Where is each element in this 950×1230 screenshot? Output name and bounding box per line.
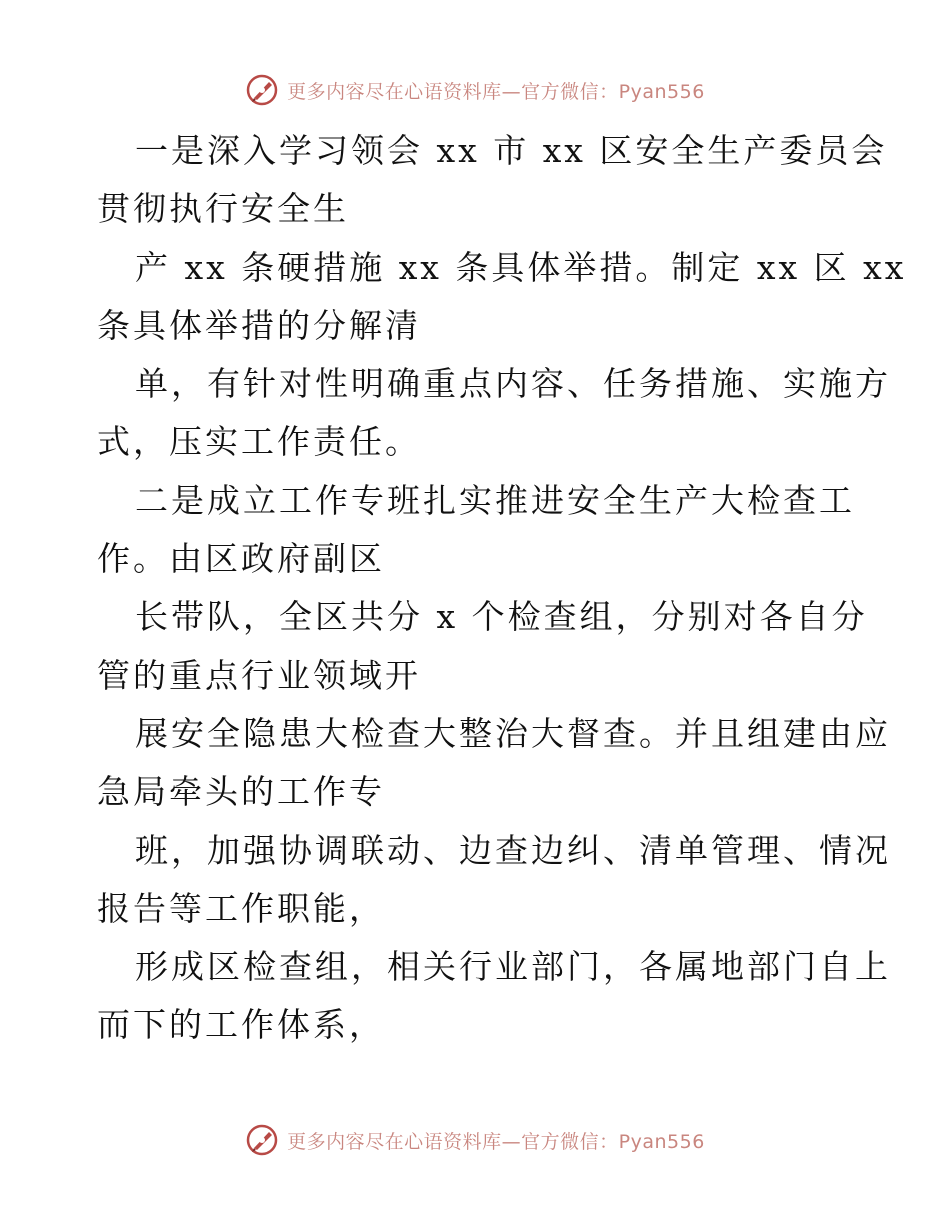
footer-banner <box>0 1120 950 1160</box>
quill-pen-logo-icon <box>245 73 279 107</box>
text-line: 形成区检查组，相关行业部门，各属地部门自上 <box>135 947 891 987</box>
text-line: 报告等工作职能， <box>97 888 385 928</box>
header-banner-text: 更多内容尽在心语资料库—官方微信：Pyan556 <box>287 80 705 103</box>
text-line: 管的重点行业领域开 <box>97 655 421 695</box>
text-line: 单，有针对性明确重点内容、任务措施、实施方 <box>135 364 891 404</box>
document-body <box>97 122 907 1055</box>
paragraph-1 <box>97 122 907 472</box>
text-line: 展安全隐患大检查大整治大督查。并且组建由应 <box>135 713 891 753</box>
text-line: 产 xx 条硬措施 xx 条具体举措。制定 xx 区 xx <box>135 247 907 287</box>
paragraph-2 <box>97 472 891 1055</box>
text-line: 条具体举措的分解清 <box>97 305 421 345</box>
footer-banner-text: 更多内容尽在心语资料库—官方微信：Pyan556 <box>287 1130 705 1153</box>
text-line: 二是成立工作专班扎实推进安全生产大检查工 <box>135 480 855 520</box>
text-line: 作。由区政府副区 <box>97 539 385 579</box>
text-line: 式，压实工作责任。 <box>97 422 421 462</box>
text-line: 一是深入学习领会 xx 市 xx 区安全生产委员会 <box>135 131 888 170</box>
text-line: 急局牵头的工作专 <box>97 772 385 812</box>
text-line: 贯彻执行安全生 <box>97 189 349 229</box>
quill-pen-logo-icon <box>245 1123 279 1157</box>
text-line: 长带队，全区共分 x 个检查组，分别对各自分 <box>135 597 868 637</box>
text-line: 而下的工作体系， <box>97 1005 385 1045</box>
text-line: 班，加强协调联动、边查边纠、清单管理、情况 <box>135 830 891 870</box>
header-banner <box>0 70 950 110</box>
